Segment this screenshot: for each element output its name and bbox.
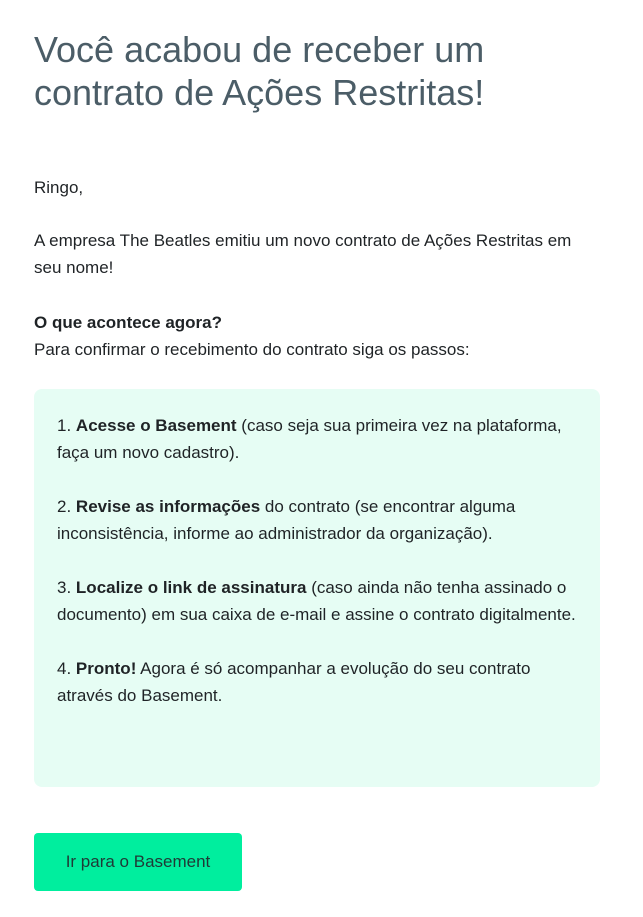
step-title: Revise as informações — [75, 497, 261, 516]
step-number: 1. — [57, 416, 72, 435]
go-to-basement-button[interactable]: Ir para o Basement — [34, 833, 242, 891]
step-3 — [57, 574, 576, 628]
intro-paragraph: A empresa The Beatles emitiu um novo contrato de Ações Restritas em seu nome! — [34, 231, 572, 277]
next-steps-text: Para confirmar o recebimento do contrato siga os passos: — [34, 340, 470, 359]
step-number: 2. — [57, 497, 72, 516]
step-title: Localize o link de assinatura — [75, 578, 307, 597]
email-content — [34, 28, 600, 871]
greeting: Ringo, — [34, 178, 84, 197]
next-steps-section — [34, 309, 600, 363]
next-steps-title: O que acontece agora? — [34, 313, 222, 332]
step-number: 3. — [57, 578, 72, 597]
step-title: Acesse o Basement — [75, 416, 237, 435]
step-1 — [57, 412, 576, 466]
step-title: Pronto! — [75, 659, 137, 678]
step-2 — [57, 493, 576, 547]
step-number: 4. — [57, 659, 72, 678]
step-4 — [57, 655, 576, 709]
step-text: (caso seja sua primeira vez na plataforma, faça um novo cadastro). — [57, 416, 562, 462]
step-text: do contrato (se encontrar alguma inconsistência, informe ao administrador da organização). — [57, 497, 516, 543]
step-text: Agora é só acompanhar a evolução do seu contrato através do Basement. — [57, 659, 531, 705]
step-text: (caso ainda não tenha assinado o documento) em sua caixa de e-mail e assine o contrato digitalmente. — [57, 578, 576, 624]
headline: Você acabou de receber um contrato de Ações Restritas! — [34, 29, 485, 113]
steps-box — [34, 389, 600, 787]
